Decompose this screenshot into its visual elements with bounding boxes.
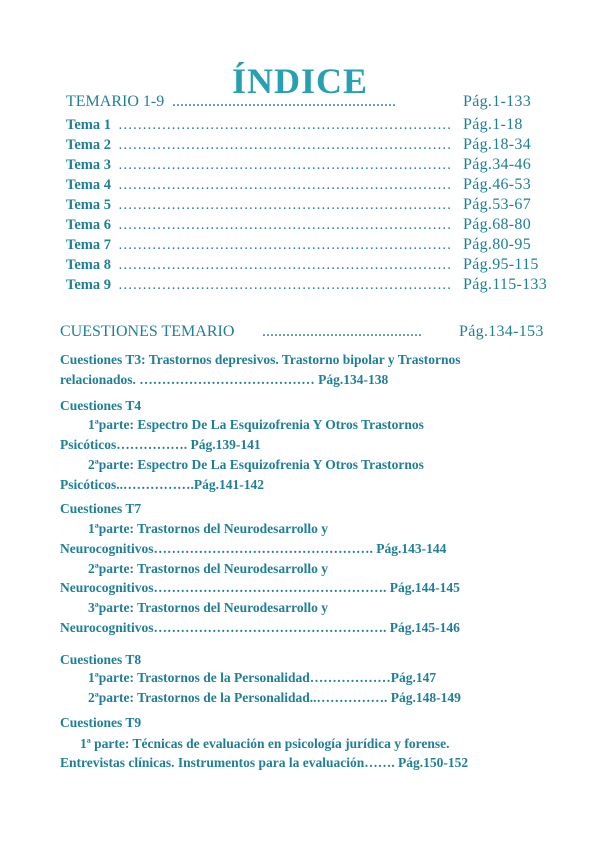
t4-heading: Cuestiones T4 (60, 398, 142, 413)
tema-dots: …………………………………………………………… (118, 197, 452, 213)
tema-label: Tema 9 (66, 277, 111, 293)
tema-label: Tema 6 (66, 217, 111, 233)
t9-part1-line2: Entrevistas clínicas. Instrumentos para la evaluación……. Pág.150-152 (60, 755, 469, 770)
tema-page: Pág.46-53 (463, 176, 532, 193)
tema-page: Pág.18-34 (463, 136, 532, 153)
page-title: ÍNDICE (231, 61, 369, 101)
t3-line1: Cuestiones T3: Trastornos depresivos. Trastorno bipolar y Trastornos (60, 352, 461, 367)
tema-dots: …………………………………………………………… (118, 277, 452, 293)
t3-line2: relacionados. ………………………………… Pág.134-138 (60, 372, 389, 387)
t7-part1-line1: 1ªparte: Trastornos del Neurodesarrollo y (88, 521, 329, 536)
tema-page: Pág.1-18 (463, 116, 523, 133)
tema-dots: …………………………………………………………… (118, 237, 452, 253)
tema-label: Tema 3 (66, 157, 111, 173)
t8-part2: 2ªparte: Trastornos de la Personalidad..……………. Pág.148-149 (88, 690, 461, 705)
cuestiones-heading: CUESTIONES TEMARIO (60, 323, 235, 340)
toc-temario-label: TEMARIO 1-9 (66, 93, 165, 110)
toc-temario-page: Pág.1-133 (463, 93, 532, 110)
tema-page: Pág.68-80 (463, 216, 532, 233)
tema-label: Tema 4 (66, 177, 111, 193)
t9-part1-line1: 1ª parte: Técnicas de evaluación en psicología jurídica y forense. (80, 736, 450, 751)
tema-dots: …………………………………………………………… (118, 177, 452, 193)
t8-part1: 1ªparte: Trastornos de la Personalidad………………Pág.147 (88, 670, 437, 685)
tema-label: Tema 7 (66, 237, 111, 253)
t4-part2-line2: Psicóticos..…………….Pág.141-142 (60, 477, 264, 492)
t4-part2-line1: 2ªparte: Espectro De La Esquizofrenia Y Otros Trastornos (88, 457, 424, 472)
tema-page: Pág.53-67 (463, 196, 532, 213)
tema-page: Pág.80-95 (463, 236, 532, 253)
tema-dots: …………………………………………………………… (118, 157, 452, 173)
tema-page: Pág.34-46 (463, 156, 532, 173)
t7-part3-line1: 3ªparte: Trastornos del Neurodesarrollo y (88, 600, 329, 615)
toc-temario-dots: ........................................................ (172, 93, 396, 110)
tema-label: Tema 2 (66, 137, 111, 153)
tema-dots: …………………………………………………………… (118, 257, 452, 273)
t9-heading: Cuestiones T9 (60, 715, 142, 730)
tema-page: Pág.95-115 (463, 256, 539, 273)
tema-dots: …………………………………………………………… (118, 137, 452, 153)
tema-dots: …………………………………………………………… (118, 117, 452, 133)
cuestiones-dots: ........................................ (262, 323, 422, 340)
t7-part1-line2: Neurocognitivos…………………………………………. Pág.143-144 (60, 541, 447, 556)
t4-part1-line2: Psicóticos……………. Pág.139-141 (60, 437, 261, 452)
tema-label: Tema 5 (66, 197, 111, 213)
t7-part3-line2: Neurocognitivos……………………………………………. Pág.145-146 (60, 620, 460, 635)
t7-part2-line1: 2ªparte: Trastornos del Neurodesarrollo y (88, 561, 329, 576)
t7-heading: Cuestiones T7 (60, 501, 142, 516)
tema-page: Pág.115-133 (463, 276, 548, 293)
t7-part2-line2: Neurocognitivos……………………………………………. Pág.144-145 (60, 580, 460, 595)
t4-part1-line1: 1ªparte: Espectro De La Esquizofrenia Y Otros Trastornos (88, 417, 424, 432)
tema-label: Tema 1 (66, 117, 111, 133)
tema-dots: …………………………………………………………… (118, 217, 452, 233)
t8-heading: Cuestiones T8 (60, 652, 142, 667)
cuestiones-page: Pág.134-153 (459, 323, 544, 340)
tema-label: Tema 8 (66, 257, 111, 273)
